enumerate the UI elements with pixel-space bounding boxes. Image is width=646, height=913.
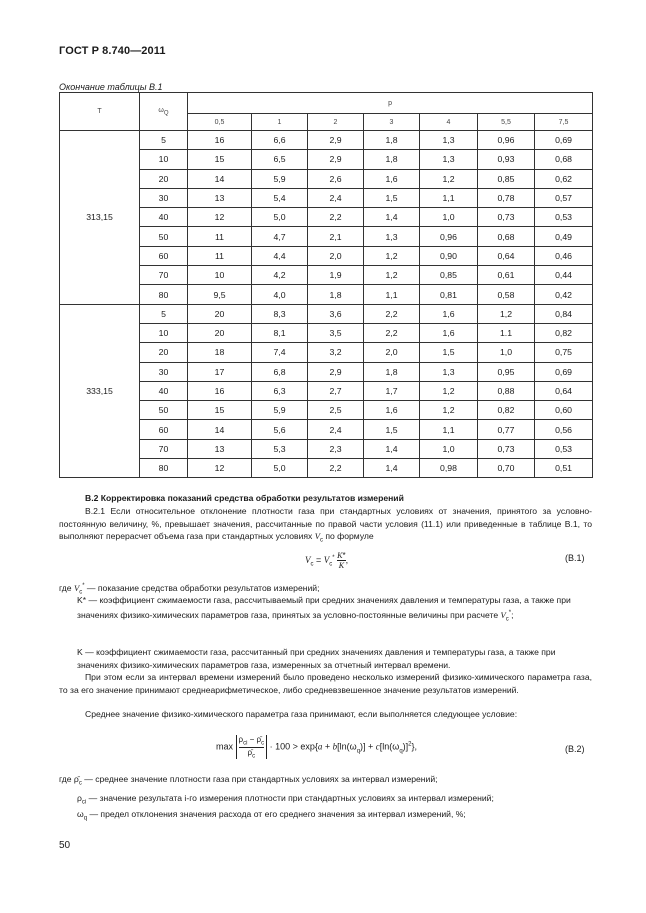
value-cell: 0,46 <box>535 246 593 265</box>
value-cell: 13 <box>188 439 252 458</box>
value-cell: 5,4 <box>252 188 308 207</box>
value-cell: 3,5 <box>308 323 364 342</box>
page-number: 50 <box>59 840 71 851</box>
value-cell: 12 <box>188 208 252 227</box>
value-cell: 1,2 <box>478 304 535 323</box>
paragraph-condition: Среднее значение физико-химического параметра газа принимают, если выполняется следующее условие: <box>85 709 518 719</box>
value-cell: 3,2 <box>308 343 364 362</box>
value-cell: 2,2 <box>308 208 364 227</box>
value-cell: 6,8 <box>252 362 308 381</box>
value-cell: 0,53 <box>535 439 593 458</box>
value-cell: 0,60 <box>535 401 593 420</box>
table-row <box>60 266 593 285</box>
omega-cell: 20 <box>140 343 188 362</box>
value-cell: 1,8 <box>364 150 420 169</box>
value-cell: 1,2 <box>420 381 478 400</box>
value-cell: 2,6 <box>308 169 364 188</box>
value-cell: 2,0 <box>308 246 364 265</box>
value-cell: 12 <box>188 459 252 478</box>
value-cell: 2,1 <box>308 227 364 246</box>
value-cell: 20 <box>188 304 252 323</box>
value-cell: 2,0 <box>364 343 420 362</box>
value-cell: 2,9 <box>308 150 364 169</box>
value-cell: 1,8 <box>308 285 364 304</box>
formula-b1: $V_c = V_c^*$ $\frac{K*}{K}$ , <box>305 551 349 570</box>
value-cell: 0,73 <box>478 439 535 458</box>
value-cell: 17 <box>188 362 252 381</box>
value-cell: 2,9 <box>308 362 364 381</box>
table-row <box>60 150 593 169</box>
value-cell: 1,3 <box>364 227 420 246</box>
equation-number-b2: (В.2) <box>565 744 585 754</box>
header-p: p <box>188 93 593 114</box>
value-cell: 1.1 <box>478 323 535 342</box>
value-cell: 1,0 <box>420 439 478 458</box>
value-cell: 0,75 <box>535 343 593 362</box>
formula-b2: max $\rho_{ci}$ − $\rhō_c$ $\rhō_c$ · $100 > \exp\{a + b[\ln(\omega_q)] + c[\ln(\omega_q)]^2\}$, <box>216 735 418 760</box>
omega-cell: 50 <box>140 227 188 246</box>
value-cell: 0,51 <box>535 459 593 478</box>
omega-cell: 50 <box>140 401 188 420</box>
table-row <box>60 459 593 478</box>
value-cell: 3,6 <box>308 304 364 323</box>
value-cell: 0,85 <box>420 266 478 285</box>
value-cell: 2,3 <box>308 439 364 458</box>
value-cell: 2,2 <box>364 323 420 342</box>
value-cell: 1,2 <box>420 169 478 188</box>
value-cell: 2,7 <box>308 381 364 400</box>
value-cell: 5,9 <box>252 169 308 188</box>
definition-Kstar: K* — коэффициент сжимаемости газа, рассчитываемый при средних значениях давления и температуры газа, а также при значениях физико-химических параметров газа, принятых за условно-постоянные величины при расчете $V_c^*$; <box>77 595 571 623</box>
value-cell: 0,68 <box>535 150 593 169</box>
value-cell: 0,64 <box>535 381 593 400</box>
definition-V: где $V_c^*$ — показание средства обработки результатов измерений; <box>59 582 320 596</box>
value-cell: 2,4 <box>308 420 364 439</box>
value-cell: 1,7 <box>364 381 420 400</box>
omega-cell: 70 <box>140 266 188 285</box>
value-cell: 1,6 <box>420 304 478 323</box>
omega-cell: 80 <box>140 285 188 304</box>
header-T: T <box>60 93 140 131</box>
value-cell: 13 <box>188 188 252 207</box>
value-cell: 0,53 <box>535 208 593 227</box>
value-cell: 1,3 <box>420 131 478 150</box>
header-p-value: 7,5 <box>535 114 593 131</box>
data-table <box>59 92 593 478</box>
section-title: В.2 Корректировка показаний средства обработки результатов измерений <box>85 493 404 503</box>
header-p-value: 3 <box>364 114 420 131</box>
value-cell: 0,95 <box>478 362 535 381</box>
value-cell: 2,5 <box>308 401 364 420</box>
value-cell: 6,5 <box>252 150 308 169</box>
value-cell: 11 <box>188 227 252 246</box>
omega-cell: 30 <box>140 362 188 381</box>
header-omega: $\omega_Q$ <box>140 93 188 131</box>
value-cell: 0,69 <box>535 131 593 150</box>
value-cell: 1,5 <box>364 420 420 439</box>
value-cell: 0,88 <box>478 381 535 400</box>
value-cell: 1,2 <box>364 246 420 265</box>
value-cell: 1,8 <box>364 362 420 381</box>
header-p-value: 4 <box>420 114 478 131</box>
table-row <box>60 208 593 227</box>
value-cell: 16 <box>188 131 252 150</box>
table-row <box>60 246 593 265</box>
omega-cell: 20 <box>140 169 188 188</box>
omega-cell: 80 <box>140 459 188 478</box>
paragraph-b21: В.2.1 Если относительное отклонение плотности газа при стандартных условиях от значения, принятого за условно-постоянную величину, %, превышает значения, рассчитанные по правой части условия (11.1) или приведенные в таблице В.1, то выполняют перерасчет объема газа при стандартных условиях $V_c$ по формуле <box>59 506 592 544</box>
value-cell: 1,6 <box>364 169 420 188</box>
table-row <box>60 227 593 246</box>
value-cell: 8,3 <box>252 304 308 323</box>
value-cell: 2,2 <box>308 459 364 478</box>
value-cell: 8,1 <box>252 323 308 342</box>
value-cell: 0,70 <box>478 459 535 478</box>
value-cell: 1,0 <box>478 343 535 362</box>
value-cell: 0,96 <box>420 227 478 246</box>
temperature-cell: 333,15 <box>60 304 140 478</box>
table-row <box>60 381 593 400</box>
value-cell: 0,58 <box>478 285 535 304</box>
table-row <box>60 420 593 439</box>
value-cell: 1,3 <box>420 150 478 169</box>
value-cell: 1,0 <box>420 208 478 227</box>
omega-cell: 70 <box>140 439 188 458</box>
value-cell: 4,4 <box>252 246 308 265</box>
value-cell: 18 <box>188 343 252 362</box>
value-cell: 4,7 <box>252 227 308 246</box>
table-row <box>60 323 593 342</box>
value-cell: 0,69 <box>535 362 593 381</box>
value-cell: 1,6 <box>364 401 420 420</box>
value-cell: 1,3 <box>420 362 478 381</box>
table-row <box>60 188 593 207</box>
value-cell: 14 <box>188 420 252 439</box>
value-cell: 2,4 <box>308 188 364 207</box>
value-cell: 0,93 <box>478 150 535 169</box>
definition-K: K — коэффициент сжимаемости газа, рассчитанный при средних значениях давления и температуры газа, а также при значениях физико-химических параметров газа, измеренных за отчетный интервал времени. <box>77 647 556 670</box>
header-p-value: 1 <box>252 114 308 131</box>
header-p-value: 0,5 <box>188 114 252 131</box>
value-cell: 1,2 <box>420 401 478 420</box>
value-cell: 4,0 <box>252 285 308 304</box>
table-caption: Окончание таблицы В.1 <box>59 82 163 92</box>
value-cell: 0,62 <box>535 169 593 188</box>
table-body <box>60 131 593 478</box>
value-cell: 1,6 <box>420 323 478 342</box>
value-cell: 5,0 <box>252 208 308 227</box>
value-cell: 0,82 <box>535 323 593 342</box>
value-cell: 15 <box>188 150 252 169</box>
value-cell: 4,2 <box>252 266 308 285</box>
omega-cell: 40 <box>140 381 188 400</box>
value-cell: 0,82 <box>478 401 535 420</box>
value-cell: 0,85 <box>478 169 535 188</box>
omega-cell: 30 <box>140 188 188 207</box>
value-cell: 0,61 <box>478 266 535 285</box>
value-cell: 0,44 <box>535 266 593 285</box>
value-cell: 1,2 <box>364 266 420 285</box>
value-cell: 1,5 <box>364 188 420 207</box>
omega-cell: 5 <box>140 131 188 150</box>
value-cell: 0,78 <box>478 188 535 207</box>
value-cell: 0,42 <box>535 285 593 304</box>
value-cell: 0,64 <box>478 246 535 265</box>
value-cell: 0,57 <box>535 188 593 207</box>
value-cell: 7,4 <box>252 343 308 362</box>
value-cell: 9,5 <box>188 285 252 304</box>
value-cell: 5,6 <box>252 420 308 439</box>
table-row <box>60 304 593 323</box>
value-cell: 0,49 <box>535 227 593 246</box>
value-cell: 0,73 <box>478 208 535 227</box>
omega-cell: 10 <box>140 150 188 169</box>
value-cell: 0,90 <box>420 246 478 265</box>
table-row <box>60 362 593 381</box>
value-cell: 1,1 <box>364 285 420 304</box>
omega-cell: 60 <box>140 420 188 439</box>
value-cell: 0,98 <box>420 459 478 478</box>
temperature-cell: 313,15 <box>60 131 140 305</box>
value-cell: 5,9 <box>252 401 308 420</box>
value-cell: 6,3 <box>252 381 308 400</box>
value-cell: 1,4 <box>364 208 420 227</box>
value-cell: 2,2 <box>364 304 420 323</box>
value-cell: 6,6 <box>252 131 308 150</box>
value-cell: 20 <box>188 323 252 342</box>
omega-cell: 5 <box>140 304 188 323</box>
value-cell: 5,0 <box>252 459 308 478</box>
value-cell: 0,84 <box>535 304 593 323</box>
table-row <box>60 285 593 304</box>
value-cell: 1,1 <box>420 188 478 207</box>
paragraph-multiple-measurements: При этом если за интервал времени измерений было проведено несколько измерений физико-химического параметра газа, то за его значение принимают среднеарифметическое, либо средневзвешенное значение результатов измерений. <box>59 672 592 695</box>
value-cell: 11 <box>188 246 252 265</box>
omega-cell: 40 <box>140 208 188 227</box>
value-cell: 1,9 <box>308 266 364 285</box>
value-cell: 0,81 <box>420 285 478 304</box>
definition-omega: $\omega_q$ — предел отклонения значения расхода от его среднего значения за интервал измерений, %; <box>77 809 466 822</box>
value-cell: 5,3 <box>252 439 308 458</box>
value-cell: 1,5 <box>420 343 478 362</box>
value-cell: 1,4 <box>364 459 420 478</box>
omega-cell: 60 <box>140 246 188 265</box>
equation-number-b1: (В.1) <box>565 553 585 563</box>
value-cell: 16 <box>188 381 252 400</box>
value-cell: 10 <box>188 266 252 285</box>
table-row <box>60 439 593 458</box>
table-row <box>60 401 593 420</box>
value-cell: 1,8 <box>364 131 420 150</box>
value-cell: 1,4 <box>364 439 420 458</box>
table-row <box>60 131 593 150</box>
omega-cell: 10 <box>140 323 188 342</box>
value-cell: 0,68 <box>478 227 535 246</box>
definition-rho-ci: $\rho_{ci}$ — значение результата i-го измерения плотности при стандартных условиях за интервал измерений; <box>77 793 494 806</box>
table-row <box>60 169 593 188</box>
value-cell: 0,77 <box>478 420 535 439</box>
value-cell: 0,56 <box>535 420 593 439</box>
table-row <box>60 343 593 362</box>
value-cell: 0,96 <box>478 131 535 150</box>
header-p-value: 5,5 <box>478 114 535 131</box>
standard-header: ГОСТ Р 8.740—2011 <box>59 45 166 57</box>
value-cell: 15 <box>188 401 252 420</box>
value-cell: 1,1 <box>420 420 478 439</box>
definition-rho-bar: где $\rhō_c$ — среднее значение плотности газа при стандартных условиях за интервал измерений; <box>59 774 438 787</box>
header-p-value: 2 <box>308 114 364 131</box>
value-cell: 14 <box>188 169 252 188</box>
value-cell: 2,9 <box>308 131 364 150</box>
